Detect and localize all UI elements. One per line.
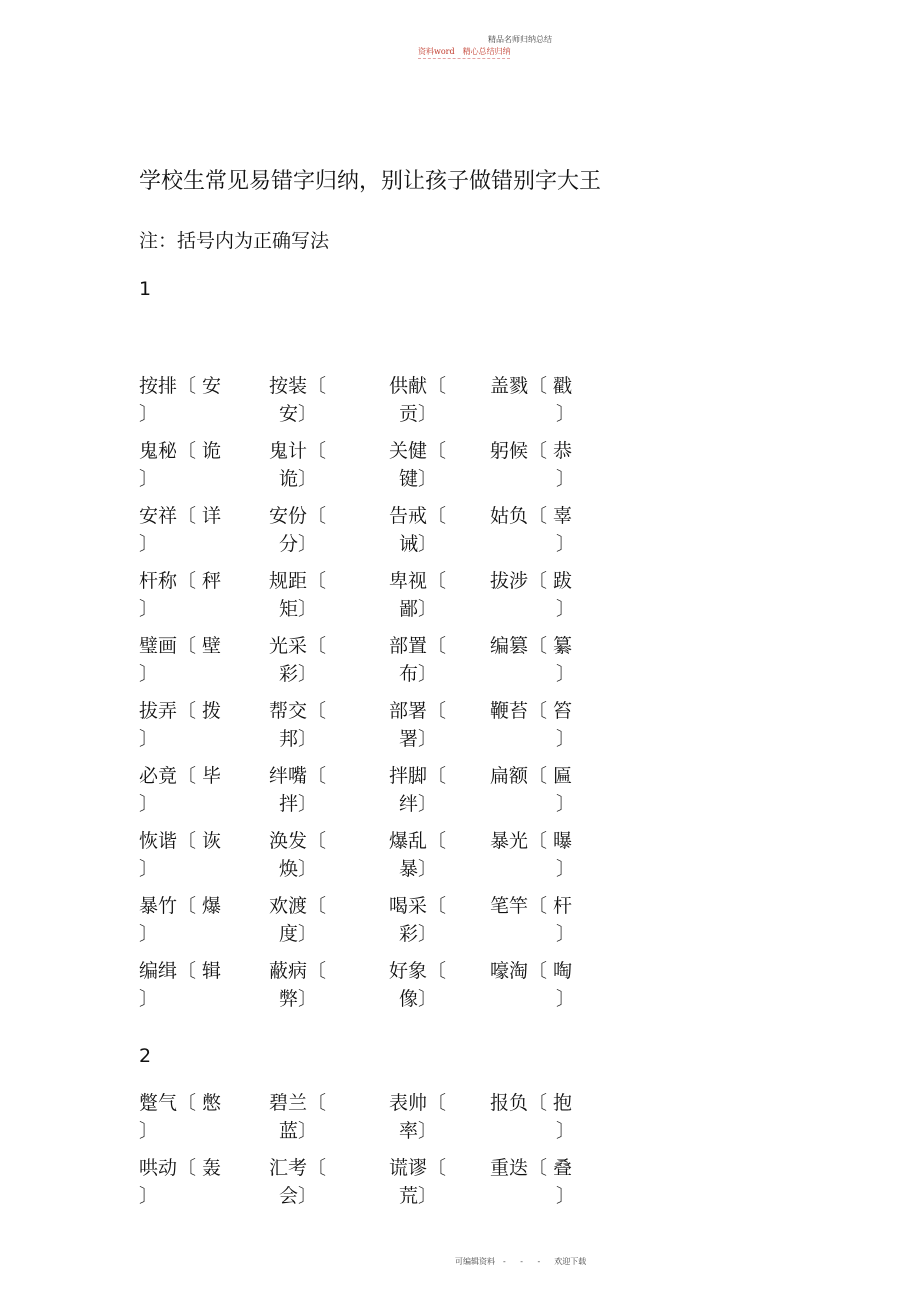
word-entry-line-1: 拔弄〔 拨 [139, 700, 222, 722]
word-grid-section-1 [139, 372, 599, 1022]
word-entry [139, 827, 221, 883]
footer-right: 欢迎下载 [554, 1257, 587, 1266]
header-sub-text [418, 46, 519, 57]
word-entry [490, 827, 575, 883]
word-entry-line-2: 〕 [556, 663, 576, 685]
word-entry [139, 892, 221, 948]
word-entry-line-2: 署〕 [399, 728, 438, 750]
word-row [139, 827, 599, 892]
word-entry-line-2: 暴〕 [399, 858, 438, 880]
word-entry-line-1: 喝采〔 [389, 895, 447, 917]
word-entry-line-1: 鞭苔〔 笞 [490, 700, 573, 722]
word-entry [269, 567, 326, 623]
word-entry [139, 1154, 221, 1210]
word-entry-line-2: 绊〕 [399, 793, 438, 815]
word-entry-line-2: 邦〕 [279, 728, 318, 750]
word-entry-line-2: 贡〕 [399, 403, 438, 425]
word-row [139, 957, 599, 1022]
word-entry-line-1: 碧兰〔 [269, 1092, 327, 1114]
word-entry [269, 827, 326, 883]
header-sub-left: 资料word [418, 47, 455, 56]
word-entry [269, 437, 326, 493]
word-entry-line-1: 光采〔 [269, 635, 327, 657]
word-entry [490, 697, 575, 753]
word-entry-line-1: 欢渡〔 [269, 895, 327, 917]
section-number-1: 1 [139, 278, 152, 300]
word-entry [389, 1154, 446, 1210]
word-entry-line-2: 〕 [139, 403, 159, 425]
word-entry [389, 437, 446, 493]
word-entry-line-1: 拔涉〔 跋 [490, 570, 573, 592]
word-row [139, 437, 599, 502]
word-grid-section-2 [139, 1089, 599, 1219]
word-entry-line-1: 报负〔 抱 [490, 1092, 573, 1114]
word-entry-line-1: 安祥〔 详 [139, 505, 222, 527]
word-entry-line-2: 〕 [139, 468, 159, 490]
word-entry-line-2: 弊〕 [279, 988, 318, 1010]
word-entry-line-2: 〕 [139, 793, 159, 815]
word-entry-line-2: 键〕 [399, 468, 438, 490]
word-entry-line-2: 〕 [139, 1120, 159, 1142]
word-entry [269, 502, 326, 558]
word-entry-line-2: 〕 [556, 988, 576, 1010]
word-entry-line-2: 〕 [556, 923, 576, 945]
word-entry [269, 372, 326, 428]
word-entry-line-1: 姑负〔 辜 [490, 505, 573, 527]
word-entry-line-2: 焕〕 [279, 858, 318, 880]
word-entry-line-2: 荒〕 [399, 1185, 438, 1207]
word-entry [269, 697, 326, 753]
word-entry-line-1: 谎谬〔 [389, 1157, 447, 1179]
word-row [139, 567, 599, 632]
word-entry-line-1: 编缉〔 辑 [139, 960, 222, 982]
word-entry-line-2: 〕 [556, 728, 576, 750]
word-entry-line-1: 好象〔 [389, 960, 447, 982]
word-entry-line-1: 恢谐〔 诙 [139, 830, 222, 852]
word-entry-line-1: 杆称〔 秤 [139, 570, 222, 592]
word-entry-line-2: 〕 [556, 793, 576, 815]
word-entry-line-1: 帮交〔 [269, 700, 327, 722]
header-sub-right: 精心总结归纳 [462, 47, 511, 56]
word-entry-line-2: 〕 [556, 533, 576, 555]
word-entry [139, 502, 221, 558]
word-entry [269, 762, 326, 818]
word-entry [139, 1089, 221, 1145]
word-entry-line-2: 〕 [139, 533, 159, 555]
word-entry [389, 632, 446, 688]
footer-left: 可编辑资料 [455, 1257, 495, 1266]
word-entry-line-1: 供献〔 [389, 375, 447, 397]
word-entry-line-1: 笔竿〔 杆 [490, 895, 573, 917]
word-entry [490, 957, 575, 1013]
word-entry-line-2: 诡〕 [279, 468, 318, 490]
word-row [139, 697, 599, 762]
word-entry [389, 892, 446, 948]
word-entry-line-1: 盖戮〔 戳 [490, 375, 573, 397]
word-entry [139, 697, 221, 753]
header-dotted-rule [418, 58, 510, 61]
page-footer [455, 1256, 586, 1267]
word-entry-line-2: 〕 [556, 1120, 576, 1142]
word-entry [389, 762, 446, 818]
word-entry-line-2: 彩〕 [279, 663, 318, 685]
word-entry [139, 762, 221, 818]
word-entry [269, 1154, 326, 1210]
word-entry-line-1: 按排〔 安 [139, 375, 222, 397]
word-entry-line-2: 彩〕 [399, 923, 438, 945]
word-entry-line-2: 分〕 [279, 533, 318, 555]
word-row [139, 1154, 599, 1219]
word-entry-line-2: 〕 [556, 1185, 576, 1207]
word-entry-line-1: 关健〔 [389, 440, 447, 462]
document-note: 注：括号内为正确写法 [139, 230, 330, 252]
word-entry-line-2: 〕 [139, 988, 159, 1010]
word-entry-line-1: 璧画〔 壁 [139, 635, 222, 657]
word-entry-line-1: 拌脚〔 [389, 765, 447, 787]
word-entry-line-1: 哄动〔 轰 [139, 1157, 222, 1179]
word-entry-line-1: 部置〔 [389, 635, 447, 657]
word-entry-line-1: 鬼秘〔 诡 [139, 440, 222, 462]
word-entry-line-1: 重迭〔 叠 [490, 1157, 573, 1179]
word-entry-line-2: 率〕 [399, 1120, 438, 1142]
word-entry [139, 957, 221, 1013]
word-row [139, 762, 599, 827]
word-entry [389, 567, 446, 623]
word-entry-line-2: 〕 [556, 468, 576, 490]
word-entry [269, 957, 326, 1013]
word-entry-line-1: 涣发〔 [269, 830, 327, 852]
word-entry [389, 372, 446, 428]
header-top-text: 精品名师归纳总结 [488, 35, 552, 44]
word-entry-line-1: 蹩气〔 憋 [139, 1092, 222, 1114]
word-entry [269, 632, 326, 688]
word-entry-line-1: 蔽病〔 [269, 960, 327, 982]
word-entry-line-2: 蓝〕 [279, 1120, 318, 1142]
word-entry-line-1: 卑视〔 [389, 570, 447, 592]
document-title: 学校生常见易错字归纳，别让孩子做错别字大王 [139, 169, 602, 194]
word-entry-line-2: 〕 [139, 858, 159, 880]
word-entry [389, 1089, 446, 1145]
word-entry [490, 437, 575, 493]
word-entry-line-2: 〕 [139, 663, 159, 685]
word-entry [490, 892, 575, 948]
word-entry [139, 632, 221, 688]
word-entry-line-2: 像〕 [399, 988, 438, 1010]
word-entry [139, 567, 221, 623]
word-entry-line-1: 扁额〔 匾 [490, 765, 573, 787]
word-entry-line-1: 告戒〔 [389, 505, 447, 527]
word-entry-line-2: 〕 [139, 598, 159, 620]
word-entry [139, 437, 221, 493]
word-entry [490, 372, 575, 428]
word-row [139, 502, 599, 567]
word-entry-line-1: 按装〔 [269, 375, 327, 397]
word-entry [389, 827, 446, 883]
word-entry-line-2: 会〕 [279, 1185, 318, 1207]
word-entry-line-1: 绊嘴〔 [269, 765, 327, 787]
word-entry-line-1: 汇考〔 [269, 1157, 327, 1179]
word-entry-line-1: 必竟〔 毕 [139, 765, 222, 787]
word-entry-line-2: 〕 [556, 403, 576, 425]
word-entry-line-2: 鄙〕 [399, 598, 438, 620]
word-entry-line-2: 〕 [139, 1185, 159, 1207]
word-entry [139, 372, 221, 428]
word-entry-line-2: 〕 [139, 923, 159, 945]
word-row [139, 632, 599, 697]
word-entry [490, 762, 575, 818]
word-entry-line-2: 拌〕 [279, 793, 318, 815]
word-entry-line-2: 〕 [556, 858, 576, 880]
word-entry-line-2: 度〕 [279, 923, 318, 945]
word-entry-line-2: 诫〕 [399, 533, 438, 555]
word-entry [490, 1154, 575, 1210]
word-entry-line-1: 嚎淘〔 啕 [490, 960, 573, 982]
word-entry-line-2: 〕 [139, 728, 159, 750]
word-entry-line-1: 暴竹〔 爆 [139, 895, 222, 917]
word-entry-line-2: 矩〕 [279, 598, 318, 620]
word-entry [490, 632, 575, 688]
word-entry-line-1: 表帅〔 [389, 1092, 447, 1114]
word-entry [490, 1089, 575, 1145]
word-entry [389, 502, 446, 558]
word-entry-line-1: 躬候〔 恭 [490, 440, 573, 462]
word-entry-line-1: 暴光〔 曝 [490, 830, 573, 852]
word-entry-line-1: 爆乱〔 [389, 830, 447, 852]
word-entry-line-2: 安〕 [279, 403, 318, 425]
word-entry [490, 567, 575, 623]
word-entry-line-1: 编篡〔 纂 [490, 635, 573, 657]
word-entry [389, 697, 446, 753]
word-entry [269, 1089, 326, 1145]
word-row [139, 1089, 599, 1154]
word-entry [389, 957, 446, 1013]
word-entry-line-1: 安份〔 [269, 505, 327, 527]
word-row [139, 892, 599, 957]
word-entry [269, 892, 326, 948]
footer-dashes: - - - [503, 1257, 547, 1266]
section-number-2: 2 [139, 1045, 152, 1067]
word-entry-line-1: 鬼计〔 [269, 440, 327, 462]
word-entry-line-2: 布〕 [399, 663, 438, 685]
word-entry-line-1: 规距〔 [269, 570, 327, 592]
word-entry [490, 502, 575, 558]
word-row [139, 372, 599, 437]
word-entry-line-2: 〕 [556, 598, 576, 620]
word-entry-line-1: 部署〔 [389, 700, 447, 722]
